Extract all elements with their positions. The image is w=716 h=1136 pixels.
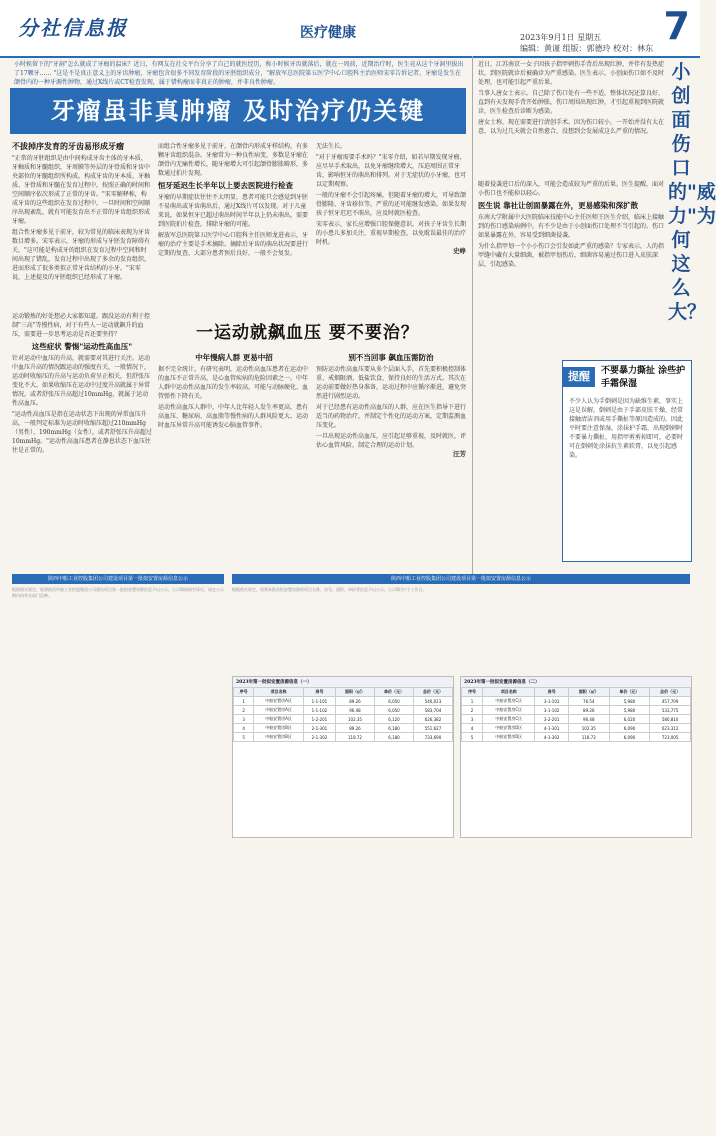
article1-para3: 运动锻炼的好处想必大家都知道。跟没运动有利于控制"三高"等慢性病，对于有些人一运动就飙升的血压，需要进一步思考运动是否还要坚持？ bbox=[12, 313, 151, 338]
table-cell: 4-1-302 bbox=[535, 733, 569, 742]
table-cell: 89.26 bbox=[335, 697, 374, 706]
article1-para2: 组合性牙瘤多见于前牙，较为常见的临床表现为牙齿数目增多。宋零表示，牙瘤的形成与牙胚发育障碍有关，"这可能是构成牙的组织在发育过程中空间和时间出现了错乱，发育过程中出现了多余的发育组织，进而形成了很多类似正常牙齿结构的小牙。"宋零说，上述提及的牙胚组织已经形成了牙瘤。 bbox=[12, 229, 151, 281]
article2-column-bottom bbox=[158, 350, 310, 570]
article3-para5: 预防运动性高血压要从多个层面入手，首先要积极控制体重、戒烟限酒、低盐饮食，保持良好的生活方式。其次在运动前要做好热身准备，运动过程中应循序渐进，避免突然进行剧烈运动。 bbox=[316, 366, 467, 400]
article2-column-top bbox=[158, 142, 310, 312]
table-cell: 96.48 bbox=[568, 715, 609, 724]
table-header-cell: 面积（㎡） bbox=[335, 688, 374, 697]
housing-table-2-grid bbox=[461, 687, 691, 742]
notice-left-title: 陕西中船工业控股集团公司建设项目第一批拟安置房源信息公示 bbox=[12, 574, 224, 584]
page-number: 7 bbox=[663, 4, 690, 48]
table-cell: 中船安置房B区 bbox=[254, 733, 304, 742]
article3-para1: 无法生长。 bbox=[316, 143, 347, 150]
table-header-cell: 单价（元） bbox=[374, 688, 413, 697]
article1-column-bottom bbox=[12, 312, 152, 570]
table-header-cell: 面积（㎡） bbox=[568, 688, 609, 697]
table-cell: 1-2-201 bbox=[303, 715, 335, 724]
table-cell: 580,810 bbox=[650, 715, 691, 724]
issue-date: 2023年9月1日 bbox=[520, 33, 575, 42]
table-cell: 中船安置房C区 bbox=[483, 715, 535, 724]
table-row bbox=[462, 706, 691, 715]
right-para6: 为什么指甲划一个小小伤口会引发如此严重的感染？专家表示，人的指甲缝中藏有大量细菌，被指甲划伤后，细菌容易通过伤口进入皮肤深层，引起感染。 bbox=[478, 243, 665, 268]
table-cell: 1 bbox=[462, 697, 483, 706]
table-cell: 1-1-102 bbox=[303, 706, 335, 715]
tip-text: 不少人认为手倒刺是因为缺维生素，事实上这是误解。倒刺是由于手部皮肤干燥、经常接触清洁剂或用手撕扯等原因造成的。因此平时要注意保湿，涂抹护手霜，出现倒刺时不要暴力撕扯，用指甲剪剪掉即可，必要时可在倒刺处涂抹抗生素软膏，以免引起感染。 bbox=[569, 398, 684, 459]
article3-para3: 一般的牙瘤不会引起疼痛，但随着牙瘤的增大，可导致颌骨膨隆、牙齿移位等，严重的还可能继发感染。如果发现孩子恒牙迟迟不萌出，应及时就医检查。 bbox=[316, 192, 467, 217]
table-cell: 623,312 bbox=[650, 724, 691, 733]
table-cell: 5 bbox=[462, 733, 483, 742]
table-cell: 6,120 bbox=[374, 715, 413, 724]
table-cell: 中船安置房A区 bbox=[254, 706, 304, 715]
table-cell: 中船安置房D区 bbox=[483, 733, 535, 742]
table-header-cell: 项目名称 bbox=[254, 688, 304, 697]
masthead bbox=[0, 0, 700, 58]
table-cell: 1-1-101 bbox=[303, 697, 335, 706]
table-cell: 6,050 bbox=[374, 697, 413, 706]
table-cell: 102.35 bbox=[568, 724, 609, 733]
notice-right-text: 根据相关规定，现将本批次拟安置房源的项目名称、房号、面积、单价等信息予以公示，公示期为7个工作日。 bbox=[232, 587, 427, 592]
table-cell: 1 bbox=[234, 697, 254, 706]
notice-right-title: 陕西中船工业控股集团公司建设项目第一批拟安置房源信息公示 bbox=[232, 574, 690, 584]
table-cell: 2 bbox=[234, 706, 254, 715]
table-cell: 3-1-102 bbox=[535, 706, 569, 715]
housing-table-1-title: 2023年第一批拟安置房源信息（一） bbox=[233, 677, 453, 687]
table-cell: 2 bbox=[462, 706, 483, 715]
right-article-top bbox=[478, 60, 664, 178]
table-header-cell: 序号 bbox=[462, 688, 483, 697]
article1-para4: 针对运动中血压的升高，就需要对其进行关注。运动中血压升高的情况跟运动的强度有关，一般情况下，运动时收缩压的升高与运动负荷呈正相关，但舒张压变化不大。如果收缩压在运动中过度升高就属于异常情况，或者舒张压升高超过10mmHg，就属于运动性高血压。 bbox=[12, 355, 151, 407]
article3-para7: 一旦出现运动性高血压，应引起足够重视，及时就医，评估心血管风险，制定合理的运动计划。 bbox=[316, 433, 467, 449]
table-header-cell: 房号 bbox=[303, 688, 335, 697]
table-row bbox=[462, 715, 691, 724]
table-header-cell: 序号 bbox=[234, 688, 254, 697]
table-cell: 6,180 bbox=[374, 724, 413, 733]
right-article-middle bbox=[478, 180, 664, 356]
housing-table-2 bbox=[460, 676, 692, 838]
table-row bbox=[462, 733, 691, 742]
article3-credit: 史峥 bbox=[453, 247, 466, 255]
table-cell: 3 bbox=[462, 715, 483, 724]
article1-heading2: 这些症状 警惕"运动性高血压" bbox=[31, 342, 133, 351]
housing-table-1 bbox=[232, 676, 454, 838]
table-cell: 551,627 bbox=[413, 724, 452, 733]
article2-para2: 牙瘤的早期症状往往不太明显，患者可能只会感觉到牙胚不易萌出或牙齿萌出后，通过X线片可以发现。对于儿童来说，如果恒牙已超过萌出时间半年以上仍未萌出，需要到医院拍片检查，排除牙瘤的可能。 bbox=[158, 194, 309, 228]
table-header-row bbox=[234, 688, 453, 697]
table-cell: 540,023 bbox=[413, 697, 452, 706]
table-cell: 96.48 bbox=[335, 706, 374, 715]
table-cell: 中船安置房C区 bbox=[483, 706, 535, 715]
vertical-title-text: 小创面伤口的"威力"为何这么大？ bbox=[668, 61, 716, 323]
table-cell: 中船安置房B区 bbox=[254, 724, 304, 733]
table-cell: 583,704 bbox=[413, 706, 452, 715]
table-cell: 中船安置房A区 bbox=[254, 715, 304, 724]
table-cell: 102.35 bbox=[335, 715, 374, 724]
article2-para1: 而组合性牙瘤多见于前牙，在颌骨内形成牙样结构，有多颗牙齿组织混杂。牙瘤常为一种良性病变，多数是牙瘤在颌骨内无痛性增长，随牙瘤增大可引起颌骨膨胀畸形，多数通过拍片发现。 bbox=[158, 143, 309, 177]
table-cell: 中船安置房A区 bbox=[254, 697, 304, 706]
right-para5: 东南大学附属中大医院临床技能中心主任医师王医生介绍，临床上接触到的伤口感染病例中，有不少是由于小创面伤口处理不当引起的。伤口如果暴露在外，容易受到细菌侵袭。 bbox=[478, 214, 665, 239]
table-row bbox=[234, 697, 453, 706]
table-cell: 6,090 bbox=[609, 724, 650, 733]
table-cell: 118.72 bbox=[335, 733, 374, 742]
notice-left bbox=[12, 574, 224, 844]
table-cell: 5 bbox=[234, 733, 254, 742]
table-row bbox=[462, 697, 691, 706]
housing-table-1-grid bbox=[233, 687, 453, 742]
article3-para6: 对于已经患有运动性高血压的人群，应在医生指导下进行适当的药物治疗，并制定个性化的运动方案，定期监测血压变化。 bbox=[316, 404, 467, 429]
table-cell: 89.26 bbox=[335, 724, 374, 733]
article1-column-top bbox=[12, 142, 152, 312]
article2-para3: 解放军总医院第五医学中心口腔科主任医师龙进表示，牙瘤的治疗主要是手术摘除。摘除后牙齿的萌出状况要进行定期的复查，大部分患者预后良好，一般不会复发。 bbox=[158, 232, 309, 257]
table-cell: 5,980 bbox=[609, 697, 650, 706]
article1-para5: "运动性高血压是指在运动状态下出现的异常血压升高，一般判定标准为运动时收缩压超过210mmHg（男性）、190mmHg（女性），或者舒张压升高超过10mmHg。"运动性高血压患者在静息状态下血压往往是正常的。 bbox=[12, 411, 152, 454]
table-cell: 中船安置房C区 bbox=[483, 697, 535, 706]
housing-table-2-title: 2023年第一批拟安置房源信息（二） bbox=[461, 677, 691, 687]
right-heading1: 医生说 靠社让创面暴露在外，更易感染和深扩散 bbox=[478, 201, 639, 210]
table-cell: 733,690 bbox=[413, 733, 452, 742]
column-divider bbox=[472, 56, 473, 576]
right-para4: 随着侵袭进口后的深入，可能会造成较为严重的后果。医生提醒，面对小伤口也不能掉以轻心。 bbox=[478, 181, 665, 197]
table-cell: 3-2-201 bbox=[535, 715, 569, 724]
table-cell: 4 bbox=[462, 724, 483, 733]
article2-para5: 运动性高血压人群中，中年人比年轻人发生率更高，患有高血压、糖尿病、高血脂等慢性病的人群风险更大。运动时血压异常升高可能诱发心脑血管事件。 bbox=[158, 404, 309, 429]
table-cell: 5,980 bbox=[609, 706, 650, 715]
table-cell: 723,005 bbox=[650, 733, 691, 742]
table-cell: 4-1-301 bbox=[535, 724, 569, 733]
table-cell: 2-1-301 bbox=[303, 724, 335, 733]
vertical-title bbox=[668, 60, 716, 324]
table-cell: 6,090 bbox=[609, 733, 650, 742]
table-row bbox=[234, 706, 453, 715]
right-para3: 唐女士称，现在需要进行清创手术。因为伤口较小，一开始并没有太在意，以为过几天就会自然愈合，没想到会发展成这么严重的情况。 bbox=[478, 119, 665, 135]
table-row bbox=[234, 733, 453, 742]
article3-credit2: 汪芳 bbox=[453, 450, 466, 458]
issue-weekday: 星期五 bbox=[577, 33, 602, 42]
table-header-cell: 总价（元） bbox=[650, 688, 691, 697]
article2-heading1: 恒牙延迟生长半年以上要去医院进行检查 bbox=[158, 181, 293, 190]
table-cell: 3-1-101 bbox=[535, 697, 569, 706]
table-header-row bbox=[462, 688, 691, 697]
article3-column-bottom bbox=[316, 350, 466, 570]
editor-credit: 编辑：黄谨 bbox=[520, 44, 560, 53]
table-row bbox=[462, 724, 691, 733]
article3-heading1: 别不当回事 飙血压需防治 bbox=[348, 353, 434, 362]
article3-para2: "对于牙瘤需要手术吗？"宋零介绍，如若早期发现牙瘤，应尽早手术取出，以免牙瘤继续增大，压迫周围正常牙齿，影响恒牙的萌出和排列。对于无症状的小牙瘤，也可以定期观察。 bbox=[316, 154, 467, 188]
table-cell: 4 bbox=[234, 724, 254, 733]
notice-left-text: 根据相关规定，现将陕西中船工业控股集团公司建设项目第一批拟安置房源信息予以公示。公示期间如有异议，请在公示期内向有关部门反映。 bbox=[12, 587, 224, 598]
section-title: 医疗健康 bbox=[300, 25, 356, 41]
table-cell: 89.26 bbox=[568, 706, 609, 715]
table-cell: 533,775 bbox=[650, 706, 691, 715]
article2-heading2: 中年慢病人群 更易中招 bbox=[195, 353, 273, 362]
table-cell: 中船安置房D区 bbox=[483, 724, 535, 733]
proof-credit: 校对：林东 bbox=[613, 44, 654, 53]
article1-para1: "正常的牙胚组织是由中间构成牙齿主体的牙本质、牙釉质和牙髓组织，牙周膜等外层的牙骨质和牙齿中央部位的牙髓组织所构成。构成牙齿的牙本质、牙釉质、牙骨质和牙髓在发育过程中，按照正确的时间和空间顺序依次形成了正常的牙齿。"宋零解释称，构成牙齿的这些组织在发育过程中，一旦时间和空间顺序出现紊乱，就有可能发育出不正常的牙齿组织形成牙瘤。 bbox=[12, 155, 151, 225]
right-para2: 当事人唐女士表示，自己除了伤口处有一些不适，整体状况还算良好，直到有天发现手背开始肿胀，伤口周围出现红肿，才引起重视到医院就诊，医生检查后诊断为感染。 bbox=[478, 90, 665, 115]
table-header-cell: 单价（元） bbox=[609, 688, 650, 697]
table-header-cell: 房号 bbox=[535, 688, 569, 697]
table-row bbox=[234, 715, 453, 724]
table-cell: 457,709 bbox=[650, 697, 691, 706]
right-para1: 近日，江苏南京一女子因孩子指甲刺伤手背后出现红肿，并伴有发热症状，到医院就诊后被确诊为严重感染。医生表示，小创面伤口如不及时处理，也可能引起严重后果。 bbox=[478, 61, 665, 86]
table-cell: 626,382 bbox=[413, 715, 452, 724]
article1-heading1: 不拔掉序发育的牙齿易形成牙瘤 bbox=[12, 141, 124, 151]
designer-credit: 组版：郭德玲 bbox=[562, 44, 611, 53]
main-headline: 牙瘤虽非真肿瘤 及时治疗仍关键 bbox=[10, 88, 466, 134]
table-header-cell: 项目名称 bbox=[483, 688, 535, 697]
newspaper-logo: 分社信息报 bbox=[18, 16, 128, 40]
tip-box bbox=[562, 360, 692, 562]
article3-column-top bbox=[316, 142, 466, 312]
table-cell: 6,180 bbox=[374, 733, 413, 742]
table-cell: 2-1-302 bbox=[303, 733, 335, 742]
article3-para4: 宋零表示，家长应增强口腔保健意识，对孩子牙齿生长期的小患儿多加关注，重视早期检查，以免耽误最佳的治疗时机。 bbox=[316, 221, 467, 246]
table-row bbox=[234, 724, 453, 733]
article2-para4: 据不完全统计，有研究表明，运动性高血压患者在运动中的血压不正常升高，是心血管疾病的危险因素之一。中年人群中运动性高血压的发生率较高，可能与动脉硬化、血管弹性下降有关。 bbox=[158, 366, 309, 400]
tip-label: 提醒 bbox=[563, 367, 595, 387]
table-cell: 6,050 bbox=[374, 706, 413, 715]
table-cell: 3 bbox=[234, 715, 254, 724]
table-header-cell: 总价（元） bbox=[413, 688, 452, 697]
tip-title: 不要暴力撕扯 涂些护手霜保湿 bbox=[601, 366, 686, 389]
notice-right bbox=[232, 574, 690, 670]
secondary-headline: 一运动就飙血压 要不要治？ bbox=[196, 323, 419, 343]
table-cell: 6,020 bbox=[609, 715, 650, 724]
article-deck: 小时候留下的"牙洞"怎么就成了牙瘤的温床？近日，有网友在社交平台分享了自己的就医经历，称小时候牙齿就落后，就在一周前，近期治疗时，医生竟从这个牙洞里拔出了17颗牙…… "这是不是真正意义上的牙齿肿瘤，牙瘤包含很多不同发育阶段的牙胚组织成分，"解放军总医院第五医学中心口腔科主治医师宋零告诉记者，牙瘤是发生在颌骨内的一种牙源性肿物，通过X线片或CT检查发现，属于错构瘤而非真正的肿瘤，并非良性肿瘤。 bbox=[14, 61, 464, 86]
table-cell: 118.72 bbox=[568, 733, 609, 742]
page-info bbox=[520, 32, 653, 54]
table-cell: 76.54 bbox=[568, 697, 609, 706]
